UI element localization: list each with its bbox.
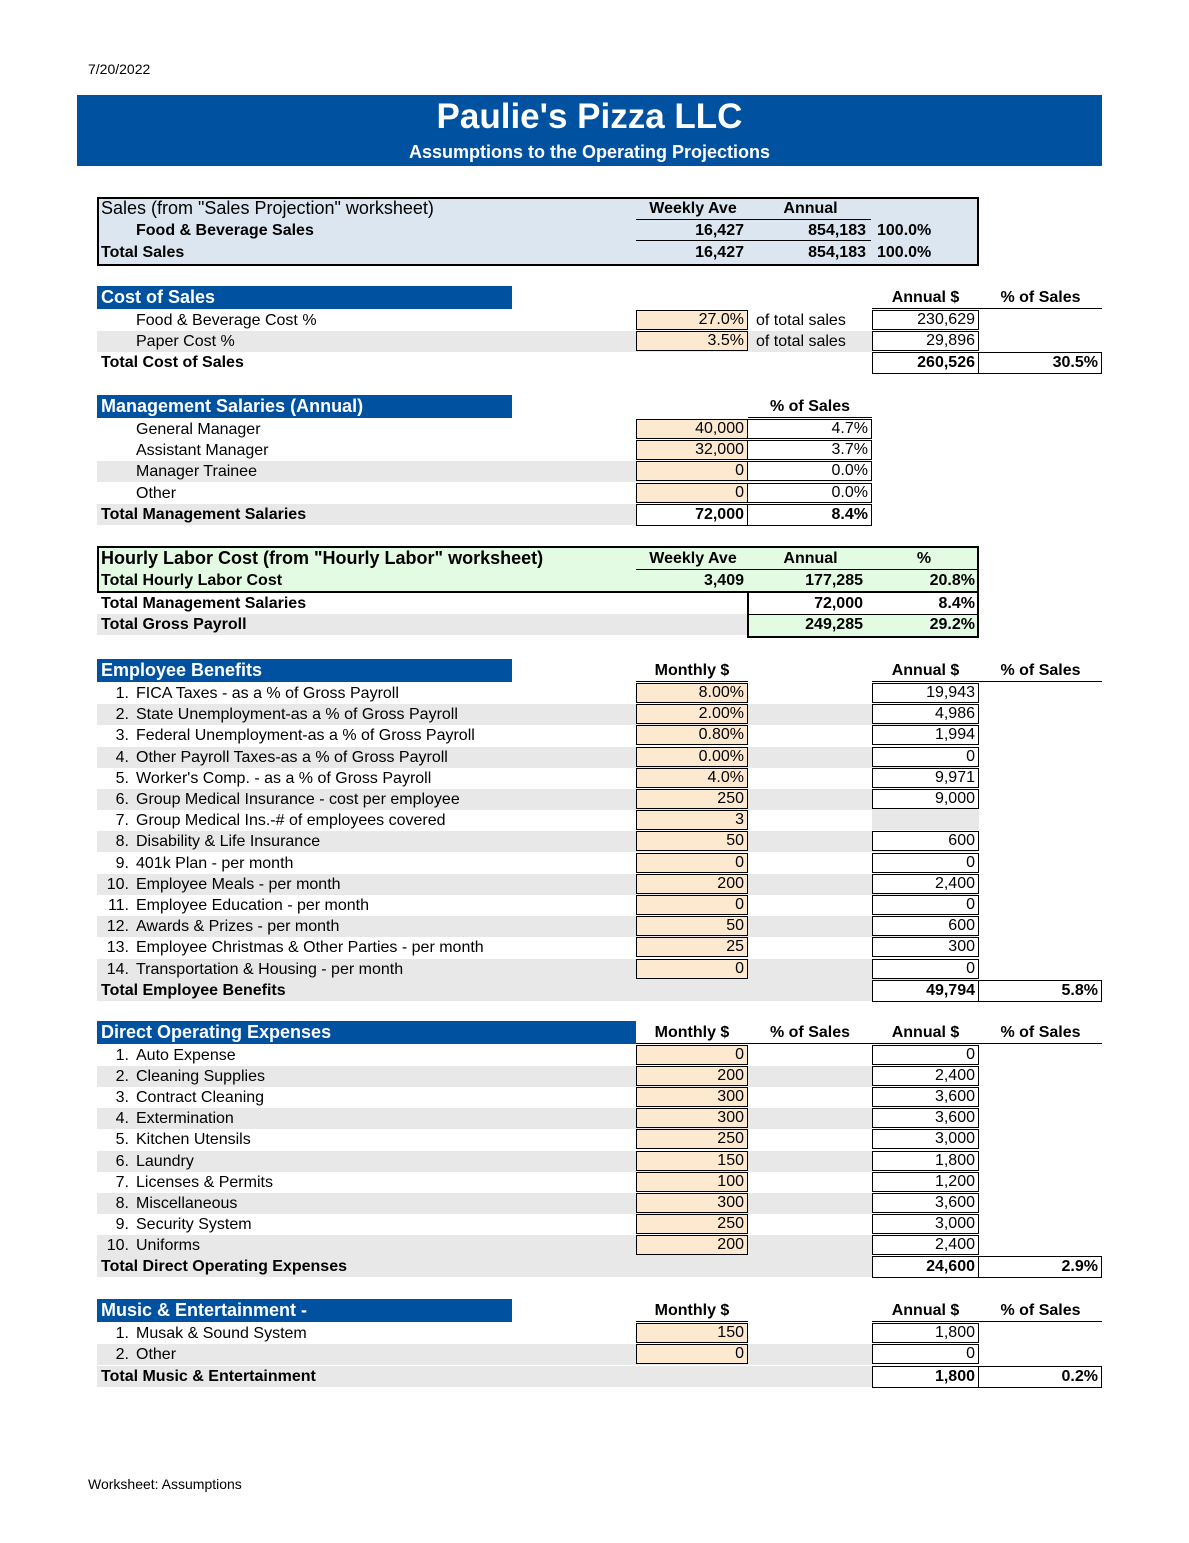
cos-note: of total sales	[756, 312, 846, 329]
monthly-input[interactable]: 250	[636, 1129, 748, 1149]
table-row	[97, 916, 977, 937]
line-label: Other	[136, 1346, 177, 1364]
line-number: 1.	[115, 1325, 129, 1342]
annual-value: 2,400	[872, 1066, 979, 1086]
line-number: 12.	[106, 918, 129, 936]
mgmt-header: Management Salaries (Annual)	[97, 395, 512, 418]
monthly-input[interactable]: 2.00%	[636, 704, 748, 724]
cos-input[interactable]: 27.0%	[636, 310, 748, 330]
line-label: Group Medical Insurance - cost per employee	[136, 791, 460, 808]
monthly-input[interactable]: 0	[636, 1045, 748, 1065]
hourly-total-pct: 20.8%	[929, 572, 975, 589]
sales-food-annual: 854,183	[744, 220, 871, 241]
line-label: Musak & Sound System	[136, 1325, 307, 1342]
section-total-pct: 0.2%	[978, 1366, 1102, 1388]
table-row	[97, 1256, 872, 1277]
table-row	[97, 789, 977, 810]
line-label: Employee Meals - per month	[136, 875, 341, 893]
annual-value: 1,800	[872, 1323, 979, 1343]
mgmt-input[interactable]: 40,000	[636, 419, 748, 439]
table-row	[97, 895, 977, 916]
hourly-header: Hourly Labor Cost (from "Hourly Labor" worksheet)	[101, 548, 544, 568]
company-title: Paulie's Pizza LLC	[436, 97, 743, 136]
title-banner	[77, 95, 1102, 166]
monthly-input[interactable]: 200	[636, 874, 748, 894]
cos-label: Paper Cost %	[136, 333, 235, 350]
benefits-col-annual: Annual $	[872, 661, 979, 682]
table-row	[97, 747, 977, 768]
table-row	[97, 831, 977, 852]
line-number: 10.	[106, 1236, 129, 1254]
line-label: Group Medical Ins.-# of employees covered	[136, 812, 446, 830]
line-number: 6.	[115, 1152, 129, 1170]
section-total-label: Total Music & Entertainment	[101, 1367, 316, 1385]
line-label: State Unemployment-as a % of Gross Payroll	[136, 706, 458, 724]
line-number: 3.	[115, 727, 129, 745]
table-row	[97, 1344, 872, 1365]
line-number: 13.	[106, 939, 129, 957]
annual-blank	[872, 810, 979, 830]
table-row	[97, 853, 977, 874]
monthly-input[interactable]: 0	[636, 1344, 748, 1364]
hourly-gross-annual: 249,285	[805, 616, 863, 633]
line-number: 9.	[115, 854, 129, 872]
line-label: Employee Education - per month	[136, 897, 370, 914]
line-label: Employee Christmas & Other Parties - per month	[136, 939, 484, 957]
sales-total-pct: 100.0%	[877, 244, 932, 261]
monthly-input[interactable]: 0.80%	[636, 725, 748, 745]
monthly-input[interactable]: 25	[636, 937, 748, 957]
table-row	[97, 1108, 872, 1129]
monthly-input[interactable]: 8.00%	[636, 683, 748, 703]
annual-value: 3,600	[872, 1087, 979, 1107]
mgmt-input[interactable]: 0	[636, 461, 748, 481]
section-total-pct: 2.9%	[978, 1256, 1102, 1278]
mgmt-label: Assistant Manager	[136, 442, 269, 459]
sales-col-annual: Annual	[750, 199, 871, 220]
cost-of-sales-header: Cost of Sales	[97, 286, 512, 309]
line-number: 5.	[115, 769, 129, 787]
table-row	[97, 614, 749, 635]
mgmt-label: Manager Trainee	[136, 463, 257, 480]
annual-value: 19,943	[872, 683, 979, 703]
hourly-col-weekly: Weekly Ave	[636, 549, 750, 570]
line-label: Other Payroll Taxes-as a % of Gross Payroll	[136, 748, 448, 766]
hourly-gross-label: Total Gross Payroll	[101, 616, 247, 633]
line-label: Transportation & Housing - per month	[136, 960, 404, 978]
hourly-col-annual: Annual	[750, 549, 871, 570]
annual-value: 600	[872, 831, 979, 851]
annual-value: 3,600	[872, 1108, 979, 1128]
table-row	[97, 1151, 872, 1172]
mgmt-label: Other	[136, 485, 177, 502]
monthly-input[interactable]: 150	[636, 1151, 748, 1171]
line-label: Licenses & Permits	[136, 1173, 273, 1191]
line-number: 3.	[115, 1089, 129, 1107]
line-label: Cleaning Supplies	[136, 1068, 265, 1086]
line-number: 7.	[115, 812, 129, 830]
monthly-input[interactable]: 250	[636, 789, 748, 809]
hourly-mgmt-pct: 8.4%	[938, 595, 975, 612]
monthly-input[interactable]: 50	[636, 831, 748, 851]
sales-header: Sales (from "Sales Projection" worksheet)	[101, 198, 434, 218]
cos-label: Food & Beverage Cost %	[136, 312, 317, 329]
annual-value: 2,400	[872, 874, 979, 894]
hourly-mgmt-annual: 72,000	[814, 595, 863, 612]
annual-value: 0	[872, 853, 979, 873]
music-col-pct: % of Sales	[979, 1301, 1102, 1322]
cos-note: of total sales	[756, 333, 846, 350]
mgmt-total-label: Total Management Salaries	[101, 506, 307, 523]
table-row	[97, 1323, 872, 1344]
line-number: 4.	[115, 748, 129, 766]
line-label: Awards & Prizes - per month	[136, 918, 340, 936]
monthly-input[interactable]: 0	[636, 895, 748, 915]
hourly-mgmt-label: Total Management Salaries	[101, 595, 307, 612]
direct-col-pct-sales: % of Sales	[748, 1023, 872, 1044]
table-row	[97, 768, 977, 789]
cos-total-pct: 30.5%	[978, 352, 1102, 374]
table-row	[97, 1366, 872, 1387]
sales-total-weekly: 16,427	[695, 244, 744, 261]
mgmt-pct: 0.0%	[747, 483, 872, 503]
annual-value: 0	[872, 1344, 979, 1364]
sales-food-pct: 100.0%	[877, 222, 932, 239]
sales-total-label: Total Sales	[101, 244, 185, 261]
hourly-total-label: Total Hourly Labor Cost	[101, 572, 283, 589]
monthly-input[interactable]: 300	[636, 1108, 748, 1128]
table-row	[97, 725, 977, 746]
section-total-label: Total Employee Benefits	[101, 981, 286, 999]
print-date: 7/20/2022	[88, 61, 151, 77]
line-label: Kitchen Utensils	[136, 1131, 251, 1149]
table-row	[97, 1193, 872, 1214]
mgmt-input[interactable]: 0	[636, 483, 748, 503]
line-label: Miscellaneous	[136, 1194, 238, 1212]
line-label: Worker's Comp. - as a % of Gross Payroll	[136, 769, 432, 787]
cos-total-annual: 260,526	[872, 352, 979, 374]
direct-col-annual: Annual $	[872, 1023, 979, 1044]
line-number: 10.	[106, 875, 129, 893]
music-col-annual: Annual $	[872, 1301, 979, 1322]
annual-value: 9,971	[872, 768, 979, 788]
line-number: 14.	[106, 960, 129, 978]
section-total-annual: 24,600	[872, 1256, 979, 1278]
table-row	[97, 1235, 872, 1256]
line-label: Uniforms	[136, 1236, 201, 1254]
table-row	[97, 683, 977, 704]
cos-col-pct: % of Sales	[979, 288, 1102, 309]
annual-value: 9,000	[872, 789, 979, 809]
music-header: Music & Entertainment -	[97, 1299, 512, 1322]
annual-value: 0	[872, 895, 979, 915]
line-number: 5.	[115, 1131, 129, 1149]
line-label: Disability & Life Insurance	[136, 833, 321, 851]
line-label: Federal Unemployment-as a % of Gross Payroll	[136, 727, 475, 745]
mgmt-label: General Manager	[136, 421, 261, 438]
annual-value: 3,000	[872, 1129, 979, 1149]
annual-value: 3,000	[872, 1214, 979, 1234]
cos-annual: 230,629	[872, 310, 979, 330]
table-row	[97, 874, 977, 895]
line-number: 6.	[115, 791, 129, 808]
monthly-input[interactable]: 0.00%	[636, 747, 748, 767]
line-label: Laundry	[136, 1152, 194, 1170]
monthly-input[interactable]: 3	[636, 810, 748, 830]
direct-col-monthly: Monthly $	[636, 1023, 748, 1044]
sales-food-weekly: 16,427	[636, 220, 744, 241]
monthly-input[interactable]: 200	[636, 1066, 748, 1086]
sales-total-annual: 854,183	[808, 244, 866, 261]
table-row	[97, 810, 977, 831]
table-row	[97, 937, 977, 958]
sales-col-weekly: Weekly Ave	[636, 199, 750, 220]
music-col-monthly: Monthly $	[636, 1301, 748, 1322]
mgmt-total-value: 72,000	[636, 504, 748, 526]
annual-value: 1,994	[872, 725, 979, 745]
monthly-input[interactable]: 250	[636, 1214, 748, 1234]
monthly-input[interactable]: 150	[636, 1323, 748, 1343]
monthly-input[interactable]: 200	[636, 1235, 748, 1255]
cos-total-label: Total Cost of Sales	[101, 354, 244, 371]
section-total-pct: 5.8%	[978, 980, 1102, 1002]
line-number: 1.	[115, 685, 129, 702]
monthly-input[interactable]: 50	[636, 916, 748, 936]
table-row	[97, 1087, 872, 1108]
line-number: 7.	[115, 1173, 129, 1191]
mgmt-input[interactable]: 32,000	[636, 440, 748, 460]
section-total-annual: 49,794	[872, 980, 979, 1002]
annual-value: 0	[872, 1045, 979, 1065]
direct-col-pct: % of Sales	[979, 1023, 1102, 1044]
mgmt-total-pct: 8.4%	[747, 504, 872, 526]
monthly-input[interactable]: 300	[636, 1087, 748, 1107]
benefits-header: Employee Benefits	[97, 659, 512, 682]
mgmt-col-pct: % of Sales	[748, 397, 872, 418]
line-label: 401k Plan - per month	[136, 854, 294, 872]
section-total-annual: 1,800	[872, 1366, 979, 1388]
annual-value: 4,986	[872, 704, 979, 724]
hourly-total-annual: 177,285	[805, 572, 863, 589]
line-number: 2.	[115, 706, 129, 724]
hourly-gross-pct: 29.2%	[929, 616, 975, 633]
monthly-input[interactable]: 0	[636, 959, 748, 979]
monthly-input[interactable]: 300	[636, 1193, 748, 1213]
line-label: FICA Taxes - as a % of Gross Payroll	[136, 685, 399, 702]
cos-annual: 29,896	[872, 331, 979, 351]
line-number: 4.	[115, 1110, 129, 1128]
monthly-input[interactable]: 100	[636, 1172, 748, 1192]
hourly-col-pct: %	[871, 549, 977, 570]
benefits-col-pct: % of Sales	[979, 661, 1102, 682]
cos-col-annual: Annual $	[872, 288, 979, 309]
direct-header: Direct Operating Expenses	[97, 1021, 636, 1044]
table-row	[97, 959, 977, 980]
line-label: Auto Expense	[136, 1047, 236, 1064]
mgmt-pct: 4.7%	[747, 419, 872, 439]
annual-value: 600	[872, 916, 979, 936]
line-number: 11.	[107, 897, 129, 914]
annual-value: 1,800	[872, 1151, 979, 1171]
worksheet-footer: Worksheet: Assumptions	[88, 1476, 242, 1492]
monthly-input[interactable]: 0	[636, 853, 748, 873]
mgmt-pct: 0.0%	[747, 461, 872, 481]
table-row	[97, 1066, 872, 1087]
line-number: 8.	[115, 833, 129, 851]
sales-food-label: Food & Beverage Sales	[136, 222, 314, 239]
line-label: Contract Cleaning	[136, 1089, 265, 1107]
mgmt-pct: 3.7%	[747, 440, 872, 460]
line-number: 9.	[115, 1215, 129, 1233]
line-number: 2.	[115, 1068, 129, 1086]
table-row	[97, 1172, 872, 1193]
annual-value: 1,200	[872, 1172, 979, 1192]
table-row	[97, 704, 977, 725]
table-row	[97, 1214, 872, 1235]
line-number: 2.	[115, 1346, 129, 1364]
section-total-label: Total Direct Operating Expenses	[101, 1258, 347, 1275]
line-number: 8.	[115, 1194, 129, 1212]
annual-value: 0	[872, 959, 979, 979]
annual-value: 0	[872, 747, 979, 767]
table-row	[97, 352, 977, 373]
benefits-col-monthly: Monthly $	[636, 661, 748, 682]
monthly-input[interactable]: 4.0%	[636, 768, 748, 788]
line-label: Extermination	[136, 1110, 234, 1128]
table-row	[97, 980, 872, 1001]
table-row	[97, 1045, 872, 1066]
line-label: Security System	[136, 1215, 252, 1233]
report-subtitle: Assumptions to the Operating Projections	[408, 142, 771, 162]
annual-value: 300	[872, 937, 979, 957]
annual-value: 3,600	[872, 1193, 979, 1213]
line-number: 1.	[115, 1047, 129, 1064]
hourly-total-weekly: 3,409	[703, 572, 744, 589]
table-row	[97, 1129, 872, 1150]
annual-value: 2,400	[872, 1235, 979, 1255]
cos-input[interactable]: 3.5%	[636, 331, 748, 351]
